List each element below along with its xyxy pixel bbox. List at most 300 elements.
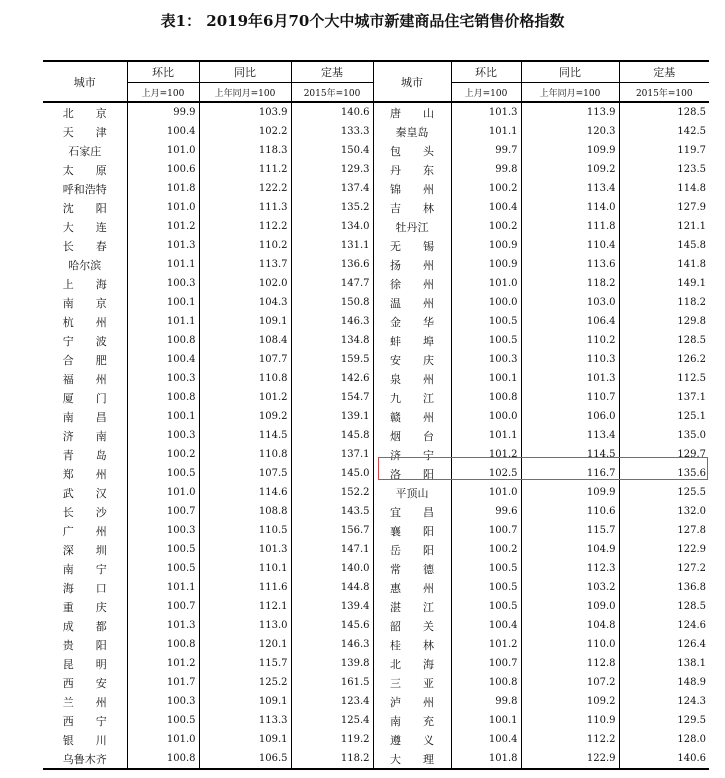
left-yoy-cell: 112.2 [199, 217, 291, 236]
left-fixed-cell: 161.5 [291, 673, 373, 692]
right-fixed-cell: 125.5 [619, 483, 709, 502]
right-fixed-cell: 148.9 [619, 673, 709, 692]
left-city-cell: 哈尔滨 [68, 258, 102, 272]
left-city-cell: 银 川 [62, 733, 107, 747]
left-yoy-cell: 109.2 [199, 407, 291, 426]
header-fixed: 定基 [619, 61, 709, 83]
right-mom-cell: 101.0 [451, 483, 521, 502]
left-fixed-cell: 137.1 [291, 445, 373, 464]
left-yoy-cell: 113.7 [199, 255, 291, 274]
left-yoy-cell: 109.1 [199, 312, 291, 331]
right-yoy-cell: 115.7 [521, 521, 619, 540]
left-mom-cell: 100.7 [127, 597, 199, 616]
left-yoy-cell: 112.1 [199, 597, 291, 616]
table-row [43, 521, 709, 540]
right-yoy-cell: 110.3 [521, 350, 619, 369]
table-row [43, 654, 709, 673]
left-yoy-cell: 120.1 [199, 635, 291, 654]
right-mom-cell: 99.8 [451, 692, 521, 711]
left-yoy-cell: 107.5 [199, 464, 291, 483]
left-yoy-cell: 103.9 [199, 102, 291, 122]
right-city-cell: 常 德 [373, 559, 451, 578]
right-city-cell: 三 亚 [373, 673, 451, 692]
right-yoy-cell: 116.7 [521, 464, 619, 483]
table-row [43, 102, 709, 122]
left-yoy-cell: 110.8 [199, 369, 291, 388]
right-mom-cell: 100.2 [451, 217, 521, 236]
table-row [43, 502, 709, 521]
table-row [43, 274, 709, 293]
left-yoy-cell: 110.2 [199, 236, 291, 255]
table-row [43, 331, 709, 350]
left-fixed-cell: 146.3 [291, 312, 373, 331]
header-mom-base: 上月=100 [451, 83, 521, 103]
left-fixed-cell: 119.2 [291, 730, 373, 749]
right-mom-cell: 100.9 [451, 255, 521, 274]
right-fixed-cell: 114.8 [619, 179, 709, 198]
table-row [43, 255, 709, 274]
right-mom-cell: 100.5 [451, 578, 521, 597]
left-yoy-cell: 113.0 [199, 616, 291, 635]
left-fixed-cell: 150.4 [291, 141, 373, 160]
left-fixed-cell: 136.6 [291, 255, 373, 274]
right-yoy-cell: 104.9 [521, 540, 619, 559]
left-mom-cell: 101.2 [127, 217, 199, 236]
right-yoy-cell: 120.3 [521, 122, 619, 141]
left-yoy-cell: 115.7 [199, 654, 291, 673]
right-fixed-cell: 128.5 [619, 597, 709, 616]
right-fixed-cell: 126.4 [619, 635, 709, 654]
right-yoy-cell: 112.3 [521, 559, 619, 578]
left-yoy-cell: 110.5 [199, 521, 291, 540]
table-row [43, 350, 709, 369]
right-city-cell: 洛 阳 [373, 464, 451, 483]
table-row [43, 369, 709, 388]
right-city-cell: 牡丹江 [373, 217, 451, 236]
right-city-cell: 南 充 [373, 711, 451, 730]
right-city-cell: 泉 州 [373, 369, 451, 388]
right-fixed-cell: 128.5 [619, 331, 709, 350]
right-fixed-cell: 127.8 [619, 521, 709, 540]
left-fixed-cell: 156.7 [291, 521, 373, 540]
left-yoy-cell: 114.5 [199, 426, 291, 445]
right-city-cell: 岳 阳 [373, 540, 451, 559]
right-fixed-cell: 136.8 [619, 578, 709, 597]
right-mom-cell: 100.2 [451, 540, 521, 559]
left-yoy-cell: 114.6 [199, 483, 291, 502]
right-city-cell: 平顶山 [373, 483, 451, 502]
right-mom-cell: 100.0 [451, 407, 521, 426]
left-mom-cell: 100.3 [127, 426, 199, 445]
left-yoy-cell: 108.4 [199, 331, 291, 350]
right-mom-cell: 101.2 [451, 445, 521, 464]
table-row [43, 198, 709, 217]
right-fixed-cell: 125.1 [619, 407, 709, 426]
right-mom-cell: 100.4 [451, 730, 521, 749]
left-fixed-cell: 135.2 [291, 198, 373, 217]
right-yoy-cell: 112.2 [521, 730, 619, 749]
table-body [43, 102, 709, 769]
table-header [43, 61, 709, 102]
right-fixed-cell: 118.2 [619, 293, 709, 312]
left-mom-cell: 101.0 [127, 198, 199, 217]
left-city-cell: 贵 阳 [62, 638, 107, 652]
left-city-cell: 南 京 [62, 296, 107, 310]
right-city-cell: 济 宁 [373, 445, 451, 464]
left-city-cell: 昆 明 [62, 657, 107, 671]
right-city-cell: 宜 昌 [373, 502, 451, 521]
right-yoy-cell: 110.0 [521, 635, 619, 654]
right-yoy-cell: 110.6 [521, 502, 619, 521]
right-yoy-cell: 109.9 [521, 483, 619, 502]
left-city-cell: 沈 阳 [62, 201, 107, 215]
left-city-cell: 上 海 [62, 277, 107, 291]
header-fixed-base: 2015年=100 [619, 83, 709, 103]
table-row [43, 749, 709, 769]
right-city-cell: 扬 州 [373, 255, 451, 274]
left-city-cell: 呼和浩特 [62, 182, 107, 196]
left-city-cell: 兰 州 [62, 695, 107, 709]
left-mom-cell: 101.2 [127, 654, 199, 673]
right-city-cell: 包 头 [373, 141, 451, 160]
left-fixed-cell: 144.8 [291, 578, 373, 597]
table-row [43, 160, 709, 179]
left-mom-cell: 100.3 [127, 692, 199, 711]
right-mom-cell: 100.7 [451, 521, 521, 540]
left-fixed-cell: 150.8 [291, 293, 373, 312]
table-row [43, 122, 709, 141]
left-yoy-cell: 118.3 [199, 141, 291, 160]
right-city-cell: 九 江 [373, 388, 451, 407]
right-yoy-cell: 110.4 [521, 236, 619, 255]
table-row [43, 141, 709, 160]
right-mom-cell: 100.7 [451, 654, 521, 673]
table-row [43, 445, 709, 464]
right-yoy-cell: 109.2 [521, 160, 619, 179]
left-fixed-cell: 143.5 [291, 502, 373, 521]
table-row [43, 635, 709, 654]
left-fixed-cell: 147.7 [291, 274, 373, 293]
table-row [43, 730, 709, 749]
table-row [43, 293, 709, 312]
left-fixed-cell: 123.4 [291, 692, 373, 711]
left-city-cell: 西 宁 [62, 714, 107, 728]
left-city-cell: 合 肥 [62, 353, 107, 367]
right-mom-cell: 100.1 [451, 369, 521, 388]
header-mom-base: 上月=100 [127, 83, 199, 103]
left-mom-cell: 100.5 [127, 711, 199, 730]
right-mom-cell: 100.2 [451, 179, 521, 198]
left-mom-cell: 101.8 [127, 179, 199, 198]
left-fixed-cell: 152.2 [291, 483, 373, 502]
left-city-cell: 南 昌 [62, 410, 107, 424]
table-row [43, 426, 709, 445]
left-mom-cell: 101.7 [127, 673, 199, 692]
left-city-cell: 厦 门 [62, 391, 107, 405]
left-mom-cell: 101.1 [127, 255, 199, 274]
right-fixed-cell: 126.2 [619, 350, 709, 369]
header-yoy-base: 上年同月=100 [521, 83, 619, 103]
right-fixed-cell: 119.7 [619, 141, 709, 160]
right-fixed-cell: 121.1 [619, 217, 709, 236]
right-fixed-cell: 141.8 [619, 255, 709, 274]
right-fixed-cell: 124.6 [619, 616, 709, 635]
right-city-cell: 吉 林 [373, 198, 451, 217]
right-fixed-cell: 128.5 [619, 102, 709, 122]
left-city-cell: 大 连 [62, 220, 107, 234]
left-city-cell: 北 京 [62, 106, 107, 120]
left-fixed-cell: 139.8 [291, 654, 373, 673]
left-mom-cell: 101.0 [127, 141, 199, 160]
left-city-cell: 青 岛 [62, 448, 107, 462]
left-mom-cell: 100.5 [127, 540, 199, 559]
table-row [43, 236, 709, 255]
left-mom-cell: 99.9 [127, 102, 199, 122]
right-mom-cell: 102.5 [451, 464, 521, 483]
right-yoy-cell: 114.0 [521, 198, 619, 217]
left-yoy-cell: 111.2 [199, 160, 291, 179]
right-fixed-cell: 135.6 [619, 464, 709, 483]
left-yoy-cell: 101.3 [199, 540, 291, 559]
left-mom-cell: 100.1 [127, 407, 199, 426]
left-fixed-cell: 140.0 [291, 559, 373, 578]
table-row [43, 217, 709, 236]
left-mom-cell: 100.3 [127, 521, 199, 540]
left-city-cell: 重 庆 [62, 600, 107, 614]
right-fixed-cell: 124.3 [619, 692, 709, 711]
right-yoy-cell: 110.2 [521, 331, 619, 350]
right-yoy-cell: 122.9 [521, 749, 619, 769]
left-mom-cell: 101.1 [127, 578, 199, 597]
right-fixed-cell: 140.6 [619, 749, 709, 769]
left-fixed-cell: 131.1 [291, 236, 373, 255]
table-title: 表1： 2019年6月70个大中城市新建商品住宅销售价格指数 [160, 12, 565, 30]
left-fixed-cell: 139.4 [291, 597, 373, 616]
left-mom-cell: 100.8 [127, 331, 199, 350]
right-fixed-cell: 127.2 [619, 559, 709, 578]
header-yoy-base: 上年同月=100 [199, 83, 291, 103]
right-mom-cell: 100.8 [451, 673, 521, 692]
right-city-cell: 湛 江 [373, 597, 451, 616]
table-row [43, 673, 709, 692]
left-city-cell: 深 圳 [62, 543, 107, 557]
right-fixed-cell: 135.0 [619, 426, 709, 445]
table-row [43, 407, 709, 426]
right-city-cell: 蚌 埠 [373, 331, 451, 350]
left-city-cell: 宁 波 [62, 334, 107, 348]
left-mom-cell: 100.8 [127, 635, 199, 654]
right-mom-cell: 99.6 [451, 502, 521, 521]
left-mom-cell: 101.0 [127, 730, 199, 749]
right-city-cell: 桂 林 [373, 635, 451, 654]
left-city-cell: 西 安 [62, 676, 107, 690]
right-city-cell: 唐 山 [373, 102, 451, 122]
left-fixed-cell: 147.1 [291, 540, 373, 559]
right-yoy-cell: 101.3 [521, 369, 619, 388]
right-mom-cell: 100.1 [451, 711, 521, 730]
left-yoy-cell: 104.3 [199, 293, 291, 312]
right-fixed-cell: 129.7 [619, 445, 709, 464]
left-fixed-cell: 129.3 [291, 160, 373, 179]
right-yoy-cell: 103.0 [521, 293, 619, 312]
right-mom-cell: 100.3 [451, 350, 521, 369]
right-city-cell: 北 海 [373, 654, 451, 673]
left-fixed-cell: 118.2 [291, 749, 373, 769]
right-city-cell: 金 华 [373, 312, 451, 331]
left-city-cell: 海 口 [62, 581, 107, 595]
table-row [43, 483, 709, 502]
right-city-cell: 安 庆 [373, 350, 451, 369]
right-city-cell: 无 锡 [373, 236, 451, 255]
right-yoy-cell: 113.4 [521, 179, 619, 198]
left-city-cell: 乌鲁木齐 [43, 749, 127, 769]
left-fixed-cell: 125.4 [291, 711, 373, 730]
right-fixed-cell: 129.8 [619, 312, 709, 331]
left-mom-cell: 100.4 [127, 122, 199, 141]
left-city-cell: 成 都 [62, 619, 107, 633]
table-row [43, 711, 709, 730]
left-mom-cell: 100.7 [127, 502, 199, 521]
right-yoy-cell: 114.5 [521, 445, 619, 464]
left-city-cell: 郑 州 [62, 467, 107, 481]
right-yoy-cell: 110.7 [521, 388, 619, 407]
header-city: 城市 [43, 61, 127, 102]
left-mom-cell: 101.3 [127, 616, 199, 635]
right-mom-cell: 101.1 [451, 426, 521, 445]
left-city-cell: 天 津 [62, 125, 107, 139]
left-yoy-cell: 109.1 [199, 692, 291, 711]
left-yoy-cell: 110.8 [199, 445, 291, 464]
right-yoy-cell: 104.8 [521, 616, 619, 635]
right-city-cell: 襄 阳 [373, 521, 451, 540]
left-mom-cell: 100.5 [127, 559, 199, 578]
left-mom-cell: 100.1 [127, 293, 199, 312]
left-fixed-cell: 134.8 [291, 331, 373, 350]
right-yoy-cell: 109.9 [521, 141, 619, 160]
right-city-cell: 徐 州 [373, 274, 451, 293]
right-mom-cell: 101.0 [451, 274, 521, 293]
price-index-table [43, 60, 709, 770]
right-city-cell: 锦 州 [373, 179, 451, 198]
table-row [43, 597, 709, 616]
left-fixed-cell: 139.1 [291, 407, 373, 426]
right-fixed-cell: 122.9 [619, 540, 709, 559]
left-mom-cell: 100.8 [127, 749, 199, 769]
left-yoy-cell: 102.2 [199, 122, 291, 141]
left-yoy-cell: 110.1 [199, 559, 291, 578]
left-city-cell: 福 州 [62, 372, 107, 386]
right-yoy-cell: 106.4 [521, 312, 619, 331]
right-city-cell: 泸 州 [373, 692, 451, 711]
left-fixed-cell: 146.3 [291, 635, 373, 654]
right-mom-cell: 101.2 [451, 635, 521, 654]
table-row [43, 179, 709, 198]
left-fixed-cell: 142.6 [291, 369, 373, 388]
left-yoy-cell: 106.5 [199, 749, 291, 769]
left-mom-cell: 100.8 [127, 388, 199, 407]
table-row [43, 616, 709, 635]
left-yoy-cell: 111.3 [199, 198, 291, 217]
left-mom-cell: 100.5 [127, 464, 199, 483]
left-city-cell: 长 春 [62, 239, 107, 253]
right-city-cell: 遵 义 [373, 730, 451, 749]
table-row [43, 540, 709, 559]
right-fixed-cell: 137.1 [619, 388, 709, 407]
left-fixed-cell: 133.3 [291, 122, 373, 141]
right-mom-cell: 100.8 [451, 388, 521, 407]
left-yoy-cell: 107.7 [199, 350, 291, 369]
left-fixed-cell: 145.0 [291, 464, 373, 483]
left-mom-cell: 100.3 [127, 369, 199, 388]
right-city-cell: 赣 州 [373, 407, 451, 426]
table-row [43, 559, 709, 578]
left-yoy-cell: 108.8 [199, 502, 291, 521]
right-fixed-cell: 142.5 [619, 122, 709, 141]
right-yoy-cell: 109.0 [521, 597, 619, 616]
left-fixed-cell: 154.7 [291, 388, 373, 407]
left-city-cell: 太 原 [62, 163, 107, 177]
right-fixed-cell: 128.0 [619, 730, 709, 749]
right-fixed-cell: 112.5 [619, 369, 709, 388]
left-mom-cell: 101.3 [127, 236, 199, 255]
left-mom-cell: 100.4 [127, 350, 199, 369]
right-mom-cell: 100.4 [451, 198, 521, 217]
right-yoy-cell: 107.2 [521, 673, 619, 692]
right-fixed-cell: 127.9 [619, 198, 709, 217]
right-mom-cell: 100.9 [451, 236, 521, 255]
left-yoy-cell: 109.1 [199, 730, 291, 749]
right-yoy-cell: 110.9 [521, 711, 619, 730]
right-yoy-cell: 113.9 [521, 102, 619, 122]
right-mom-cell: 100.4 [451, 616, 521, 635]
right-fixed-cell: 132.0 [619, 502, 709, 521]
right-yoy-cell: 106.0 [521, 407, 619, 426]
left-city-cell: 南 宁 [62, 562, 107, 576]
left-fixed-cell: 137.4 [291, 179, 373, 198]
left-fixed-cell: 145.6 [291, 616, 373, 635]
right-yoy-cell: 113.6 [521, 255, 619, 274]
header-mom: 环比 [127, 61, 199, 83]
left-city-cell: 杭 州 [62, 315, 107, 329]
right-fixed-cell: 129.5 [619, 711, 709, 730]
left-yoy-cell: 101.2 [199, 388, 291, 407]
left-yoy-cell: 122.2 [199, 179, 291, 198]
right-mom-cell: 99.8 [451, 160, 521, 179]
left-fixed-cell: 159.5 [291, 350, 373, 369]
left-mom-cell: 101.0 [127, 483, 199, 502]
left-yoy-cell: 125.2 [199, 673, 291, 692]
header-city: 城市 [373, 61, 451, 102]
left-city-cell: 广 州 [62, 524, 107, 538]
left-mom-cell: 100.2 [127, 445, 199, 464]
right-mom-cell: 100.5 [451, 312, 521, 331]
right-mom-cell: 101.8 [451, 749, 521, 769]
left-city-cell: 石家庄 [68, 144, 102, 158]
left-mom-cell: 101.1 [127, 312, 199, 331]
right-city-cell: 惠 州 [373, 578, 451, 597]
table-row [43, 692, 709, 711]
left-yoy-cell: 102.0 [199, 274, 291, 293]
left-fixed-cell: 134.0 [291, 217, 373, 236]
right-city-cell: 秦皇岛 [373, 122, 451, 141]
left-yoy-cell: 111.6 [199, 578, 291, 597]
left-mom-cell: 100.6 [127, 160, 199, 179]
right-fixed-cell: 138.1 [619, 654, 709, 673]
table-row [43, 464, 709, 483]
right-yoy-cell: 103.2 [521, 578, 619, 597]
right-fixed-cell: 123.5 [619, 160, 709, 179]
right-fixed-cell: 145.8 [619, 236, 709, 255]
